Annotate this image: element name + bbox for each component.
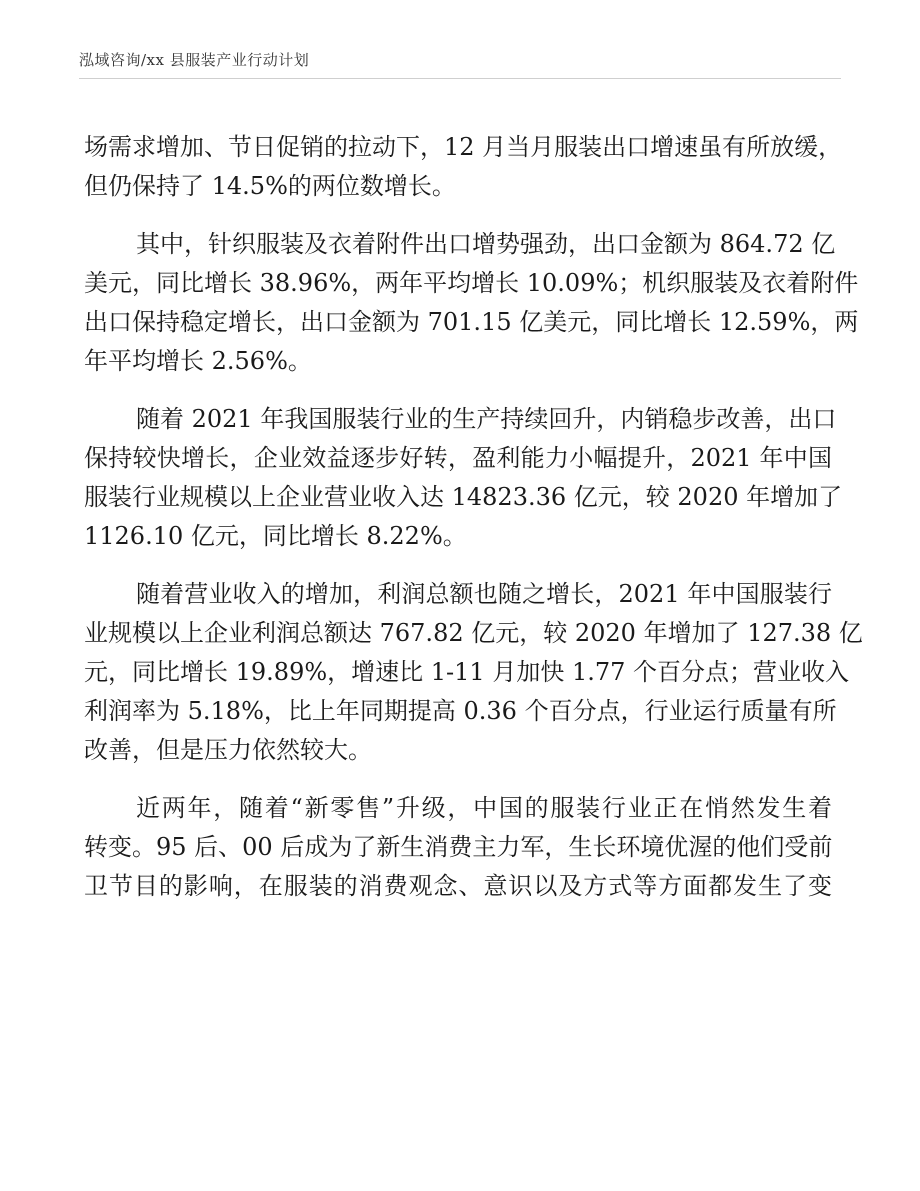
text-line: 随着营业收入的增加，利润总额也随之增长，2021 年中国服装行 bbox=[136, 580, 832, 608]
text-line: 美元，同比增长 38.96%，两年平均增长 10.09%；机织服装及衣着附件 bbox=[84, 269, 859, 297]
text-line: 随着 2021 年我国服装行业的生产持续回升，内销稳步改善，出口 bbox=[136, 405, 837, 433]
text-line: 场需求增加、节日促销的拉动下，12 月当月服装出口增速虽有所放缓， bbox=[84, 133, 843, 161]
text-line: 服装行业规模以上企业营业收入达 14823.36 亿元，较 2020 年增加了 bbox=[84, 483, 843, 511]
paragraph-1 bbox=[84, 128, 843, 206]
text-line: 利润率为 5.18%，比上年同期提高 0.36 个百分点，行业运行质量有所 bbox=[84, 697, 837, 725]
paragraph-3 bbox=[84, 400, 843, 556]
text-line: 元，同比增长 19.89%，增速比 1-11 月加快 1.77 个百分点；营业收入 bbox=[84, 658, 850, 686]
paragraph-2 bbox=[84, 225, 859, 381]
text-line: 出口保持稳定增长，出口金额为 701.15 亿美元，同比增长 12.59%，两 bbox=[84, 308, 859, 336]
text-line: 近两年，随着“新零售”升级，中国的服装行业正在悄然发生着 bbox=[136, 794, 832, 822]
text-line: 转变。95 后、00 后成为了新生消费主力军，生长环境优渥的他们受前 bbox=[84, 833, 833, 861]
text-line: 其中，针织服装及衣着附件出口增势强劲，出口金额为 864.72 亿 bbox=[136, 230, 836, 258]
text-line: 保持较快增长，企业效益逐步好转，盈利能力小幅提升，2021 年中国 bbox=[84, 444, 832, 472]
running-header: 泓域咨询/xx 县服装产业行动计划 bbox=[79, 51, 310, 69]
text-line: 1126.10 亿元，同比增长 8.22%。 bbox=[84, 522, 467, 550]
text-line: 改善，但是压力依然较大。 bbox=[84, 736, 372, 764]
paragraph-4 bbox=[84, 575, 863, 770]
paragraph-5 bbox=[84, 789, 832, 906]
text-line: 但仍保持了 14.5%的两位数增长。 bbox=[84, 172, 456, 200]
text-line: 卫节目的影响，在服装的消费观念、意识以及方式等方面都发生了变 bbox=[84, 872, 832, 900]
text-line: 业规模以上企业利润总额达 767.82 亿元，较 2020 年增加了 127.38 亿 bbox=[84, 619, 863, 647]
text-line: 年平均增长 2.56%。 bbox=[84, 347, 312, 375]
header-divider bbox=[79, 78, 841, 79]
document-body bbox=[84, 128, 863, 906]
